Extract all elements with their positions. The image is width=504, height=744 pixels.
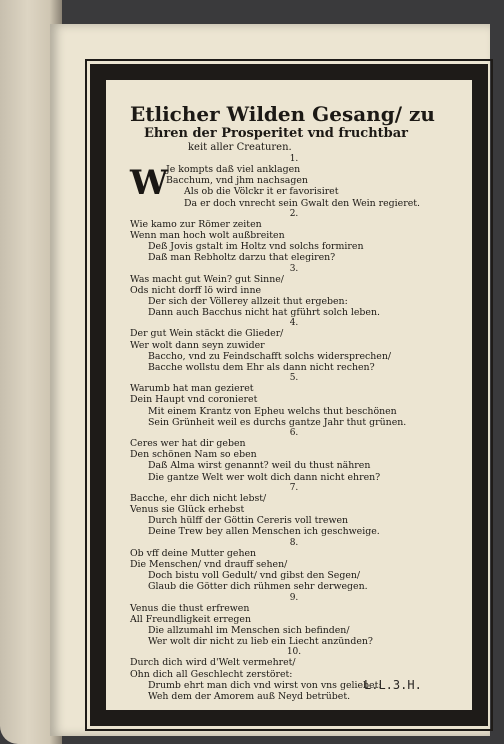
handwritten-annotation: L.L.3.H.: [364, 678, 422, 692]
verse-line: Wie kamo zur Römer zeiten: [130, 218, 262, 230]
verse-line: Ob vff deine Mutter gehen: [130, 547, 257, 559]
stanza-number: 10.: [286, 647, 302, 658]
text-block: [130, 102, 458, 702]
verse-line: Die allzumahl im Menschen sich befinden/: [148, 624, 350, 636]
verse-line: Da er doch vnrecht sein Gwalt den Wein regieret.: [184, 197, 420, 209]
verse-line: Der sich der Völlerey allzeit thut ergeben:: [148, 296, 348, 308]
verse-line: Die gantze Welt wer wolt dich dann nicht ehren?: [148, 471, 381, 483]
verse-line: Venus die thust erfrewen: [130, 602, 250, 614]
verse-line: Glaub die Götter dich rühmen sehr derwegen.: [148, 581, 368, 593]
stanza-number: 8.: [289, 537, 299, 548]
stanza-7: [130, 483, 458, 538]
verse-line: Wer wolt dir nicht zu lieb ein Liecht anzünden?: [148, 636, 373, 648]
verse-line: Weh dem der Amorem auß Neyd betrübet.: [148, 690, 351, 702]
verse-line: Doch bistu voll Gedult/ vnd gibst den Segen/: [148, 570, 361, 582]
verse-line: Dann auch Bacchus nicht hat gführt solch leben.: [148, 307, 380, 319]
stanza-number: 3.: [289, 263, 299, 274]
verse-line: Bacchum, vnd jhm nachsagen: [166, 175, 308, 187]
verse-line: Deß Jovis gstalt im Holtz vnd solchs formiren: [148, 241, 364, 253]
stanza-2: [130, 209, 458, 264]
stanza-8: [130, 538, 458, 593]
verse-line: Bacche, ehr dich nicht lebst/: [130, 492, 267, 504]
verse-line: Der gut Wein stäckt die Glieder/: [130, 328, 284, 340]
verse-line: Warumb hat man gezieret: [130, 383, 254, 395]
verse-line: Was macht gut Wein? gut Sinne/: [130, 273, 284, 285]
stanza-3: [130, 264, 458, 319]
subtitle: Ehren der Prosperitet vnd fruchtbar: [144, 126, 409, 141]
stanza-9: [130, 593, 458, 648]
verse-line: Wenn man hoch wolt außbreiten: [130, 230, 285, 242]
verse-line: Sein Grünheit weil es durchs gantze Jahr thut grünen.: [148, 416, 407, 428]
verse-line: Wer wolt dann seyn zuwider: [130, 339, 265, 351]
stanza-number: 2.: [289, 208, 299, 219]
verse-line: Die Menschen/ vnd drauff sehen/: [130, 558, 288, 570]
stanza-5: [130, 373, 458, 428]
verse-line: Durch dich wird d'Welt vermehret/: [130, 657, 296, 669]
verse-line: Durch hülff der Göttin Cereris voll trewen: [148, 515, 349, 527]
verse-line: Ohn dich all Geschlecht zerstöret:: [130, 668, 293, 680]
verse-line: Ods nicht dorff lö wird inne: [130, 284, 262, 296]
decorated-initial: W: [130, 163, 169, 203]
verse-line: Baccho, vnd zu Feindschafft solchs widersprechen/: [148, 350, 392, 362]
page: [50, 24, 490, 736]
verse-line: Dein Haupt vnd coronieret: [130, 394, 258, 406]
verse-line: Daß man Rebholtz darzu that elegiren?: [148, 252, 336, 264]
ornamental-border: [90, 64, 488, 726]
verse-line: Den schönen Nam so eben: [130, 449, 257, 461]
verse-line: Drumb ehrt man dich vnd wirst von vns geliebet:: [148, 679, 382, 691]
stanza-number: 5.: [289, 373, 299, 384]
stanza-4: [130, 318, 458, 373]
verse-line: Je kompts daß viel anklagen: [166, 164, 301, 175]
subtitle-continued: keit aller Creaturen.: [188, 142, 292, 153]
stanza-number: 4.: [289, 318, 299, 329]
verse-line: Als ob die Völckr it er favorisiret: [184, 186, 339, 198]
stanza-number: 9.: [289, 592, 299, 603]
verse-line: Bacche wollstu dem Ehr als dann nicht rechen?: [148, 362, 375, 374]
stanza-10: [130, 647, 458, 702]
stanza-number: 7.: [289, 482, 299, 493]
stanza-number: 6.: [289, 428, 299, 439]
verse-line: Venus sie Glück erhebst: [130, 504, 245, 516]
verse-line: Daß Alma wirst genannt? weil du thust nähren: [148, 460, 371, 472]
stanza-6: [130, 428, 458, 483]
verse-line: Ceres wer hat dir geben: [130, 438, 246, 450]
stanza-1: [130, 154, 458, 209]
stanza-number: 1.: [289, 154, 299, 164]
verse-line: All Freundligkeit erregen: [130, 613, 251, 625]
verse-line: Mit einem Krantz von Epheu welchs thut beschönen: [148, 405, 397, 417]
verse-line: Deine Trew bey allen Menschen ich geschweige.: [148, 526, 380, 538]
title: Etlicher Wilden Gesang/ zu: [130, 102, 435, 126]
